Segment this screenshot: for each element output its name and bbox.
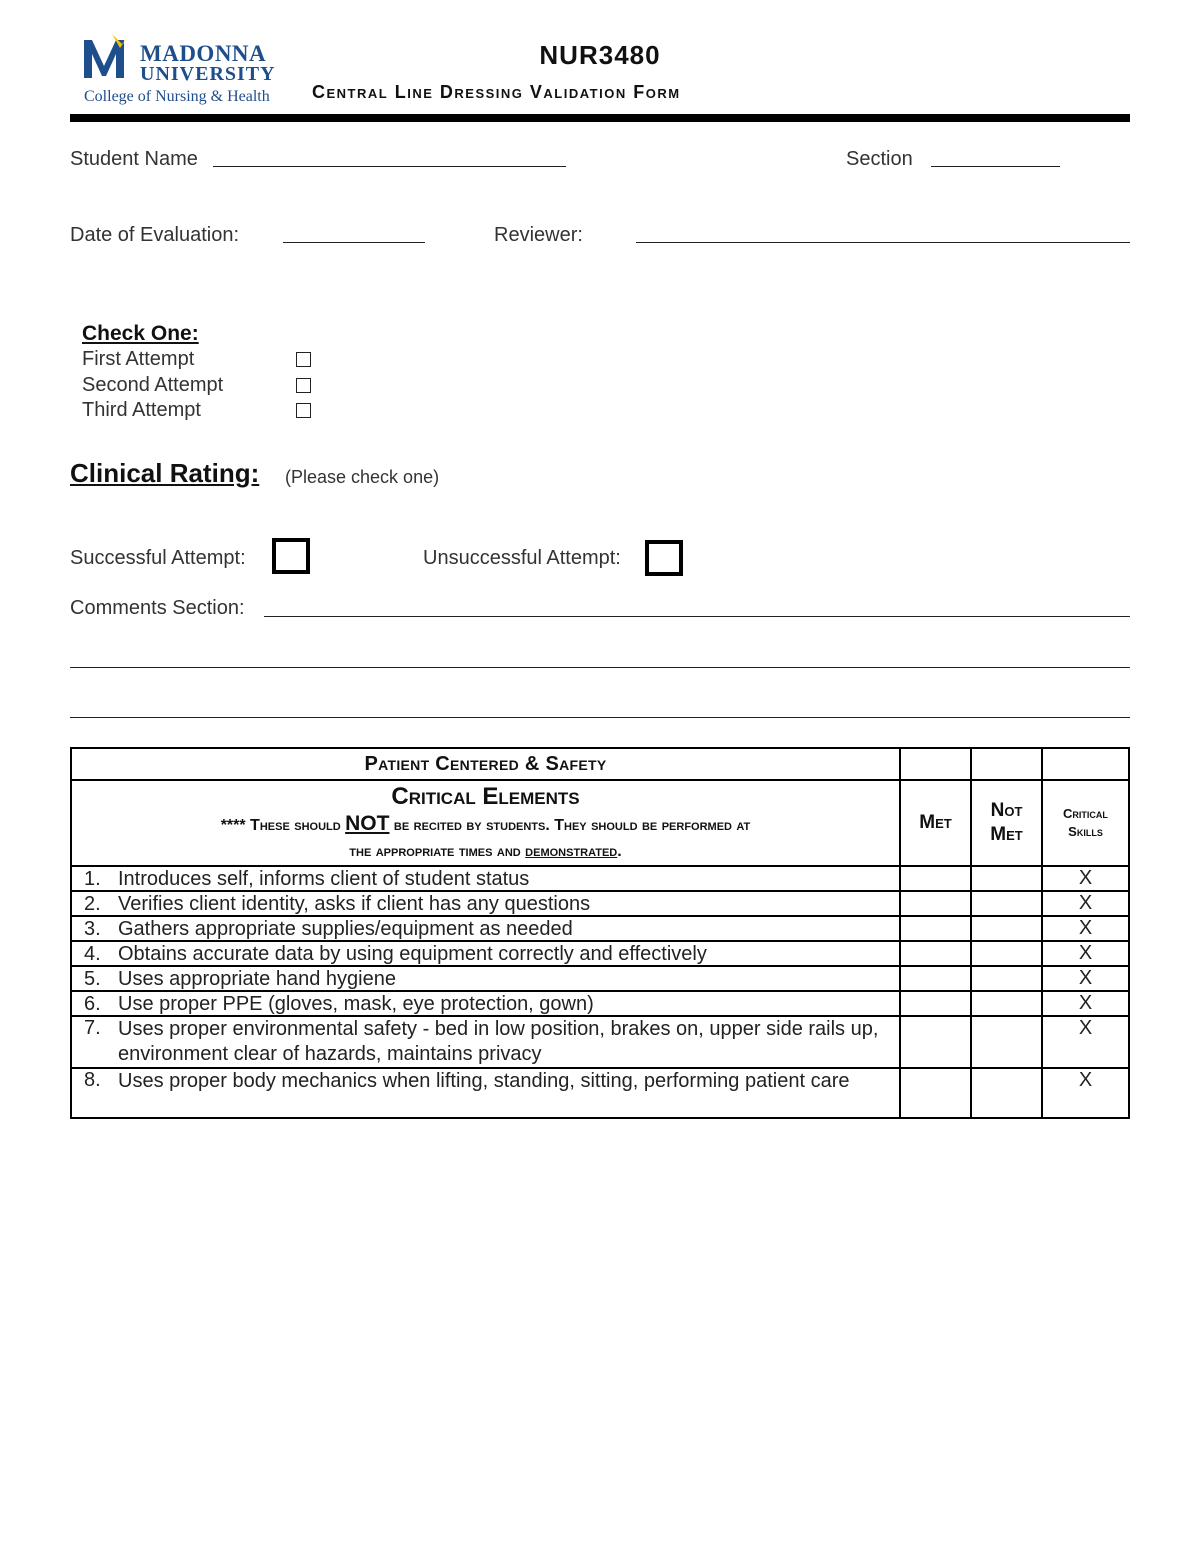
table-row — [71, 891, 1129, 916]
table-title-blank-not-met — [971, 748, 1042, 780]
row-text: Uses proper body mechanics when lifting, standing, sitting, performing patient care — [118, 1070, 850, 1092]
table-row — [71, 916, 1129, 941]
row-text: Obtains accurate data by using equipment correctly and effectively — [118, 942, 707, 965]
not-met-cell[interactable] — [971, 1016, 1042, 1068]
row-text: Use proper PPE (gloves, mask, eye protection, gown) — [118, 992, 594, 1015]
met-cell[interactable] — [900, 916, 971, 941]
first-attempt-checkbox[interactable] — [296, 352, 311, 367]
met-cell[interactable] — [900, 1068, 971, 1118]
not-met-cell[interactable] — [971, 966, 1042, 991]
critical-skills-header-line2: Skills — [1068, 824, 1103, 839]
row-number: 6. — [84, 992, 101, 1015]
table-row — [71, 1016, 1129, 1068]
met-cell[interactable] — [900, 866, 971, 891]
met-cell[interactable] — [900, 1016, 971, 1068]
critical-skills-column-header — [1042, 780, 1129, 866]
date-of-evaluation-label: Date of Evaluation: — [70, 224, 239, 246]
table-row — [71, 941, 1129, 966]
table-row — [71, 866, 1129, 891]
not-met-cell[interactable] — [971, 866, 1042, 891]
critical-elements-note — [72, 811, 899, 865]
header-rule — [70, 114, 1130, 122]
table-row — [71, 1068, 1129, 1118]
logo-line-2: UNIVERSITY — [140, 63, 276, 85]
reviewer-label: Reviewer: — [494, 224, 583, 246]
comments-label: Comments Section: — [70, 597, 245, 619]
table-row — [71, 991, 1129, 1016]
reviewer-field[interactable] — [636, 242, 1130, 243]
note-mid: be recited by students. They should be performed at — [393, 817, 751, 834]
clinical-rating-note: (Please check one) — [285, 467, 440, 487]
university-logo — [82, 32, 292, 112]
check-one-heading: Check One: — [82, 322, 199, 345]
successful-attempt-checkbox[interactable] — [272, 538, 310, 574]
row-text: Uses appropriate hand hygiene — [118, 967, 396, 990]
row-number: 8. — [84, 1069, 101, 1091]
second-attempt-label: Second Attempt — [82, 374, 224, 396]
not-met-cell[interactable] — [971, 916, 1042, 941]
met-column-header: Met — [900, 780, 971, 866]
critical-skill-mark: X — [1042, 941, 1129, 966]
clinical-rating-heading: Clinical Rating: — [70, 458, 260, 488]
not-met-header-line2: Met — [990, 824, 1023, 845]
critical-skill-mark: X — [1042, 891, 1129, 916]
successful-attempt-label: Successful Attempt: — [70, 547, 246, 569]
critical-skill-mark: X — [1042, 991, 1129, 1016]
note-line2: the appropriate times and — [349, 843, 521, 860]
row-text: Uses proper environmental safety - bed in low position, brakes on, upper side rails up, environment clear of hazards, maintains privacy — [118, 1018, 879, 1065]
comments-line-1[interactable] — [264, 616, 1130, 617]
note-demonstrated: demonstrated — [525, 843, 618, 860]
table-title-blank-met — [900, 748, 971, 780]
row-number: 1. — [84, 867, 101, 890]
logo-subtitle: College of Nursing & Health — [84, 88, 270, 105]
comments-line-2[interactable] — [70, 667, 1130, 668]
not-met-header-line1: Not — [990, 800, 1023, 821]
row-text: Gathers appropriate supplies/equipment as needed — [118, 917, 573, 940]
unsuccessful-attempt-checkbox[interactable] — [645, 540, 683, 576]
student-name-label: Student Name — [70, 148, 198, 170]
course-code: NUR3480 — [539, 40, 661, 70]
table-title-blank-critical — [1042, 748, 1129, 780]
row-number: 7. — [84, 1017, 101, 1039]
critical-skill-mark: X — [1042, 916, 1129, 941]
row-number: 3. — [84, 917, 101, 940]
date-of-evaluation-field[interactable] — [283, 242, 425, 243]
second-attempt-checkbox[interactable] — [296, 378, 311, 393]
not-met-cell[interactable] — [971, 1068, 1042, 1118]
table-header-row — [71, 780, 1129, 866]
student-name-field[interactable] — [213, 166, 566, 167]
table-title: Patient Centered & Safety — [71, 748, 900, 780]
row-number: 2. — [84, 892, 101, 915]
met-cell[interactable] — [900, 891, 971, 916]
comments-line-3[interactable] — [70, 717, 1130, 718]
critical-skill-mark: X — [1042, 1068, 1129, 1118]
unsuccessful-attempt-label: Unsuccessful Attempt: — [423, 547, 621, 569]
not-met-cell[interactable] — [971, 991, 1042, 1016]
critical-skill-mark: X — [1042, 966, 1129, 991]
not-met-column-header — [971, 780, 1042, 866]
madonna-m-logo-icon — [82, 32, 140, 80]
row-number: 5. — [84, 967, 101, 990]
row-number: 4. — [84, 942, 101, 965]
met-cell[interactable] — [900, 966, 971, 991]
third-attempt-label: Third Attempt — [82, 399, 201, 421]
critical-skill-mark: X — [1042, 1016, 1129, 1068]
third-attempt-checkbox[interactable] — [296, 403, 311, 418]
met-cell[interactable] — [900, 991, 971, 1016]
critical-skills-header-line1: Critical — [1063, 806, 1108, 821]
note-not: NOT — [345, 812, 390, 835]
section-label: Section — [846, 148, 913, 170]
form-title: Central Line Dressing Validation Form — [312, 82, 681, 102]
critical-elements-header — [71, 780, 900, 866]
table-title-row — [71, 748, 1129, 780]
critical-skill-mark: X — [1042, 866, 1129, 891]
table-row — [71, 966, 1129, 991]
first-attempt-label: First Attempt — [82, 348, 195, 370]
note-prefix: **** These should — [220, 817, 341, 834]
critical-elements-table — [70, 747, 1130, 1119]
not-met-cell[interactable] — [971, 941, 1042, 966]
logo-line-1: MADONNA — [140, 41, 267, 66]
row-text: Introduces self, informs client of student status — [118, 867, 530, 890]
section-field[interactable] — [931, 166, 1060, 167]
met-cell[interactable] — [900, 941, 971, 966]
not-met-cell[interactable] — [971, 891, 1042, 916]
critical-elements-subtitle: Critical Elements — [391, 783, 580, 810]
row-text: Verifies client identity, asks if client has any questions — [118, 892, 591, 915]
note-end: . — [617, 843, 622, 860]
